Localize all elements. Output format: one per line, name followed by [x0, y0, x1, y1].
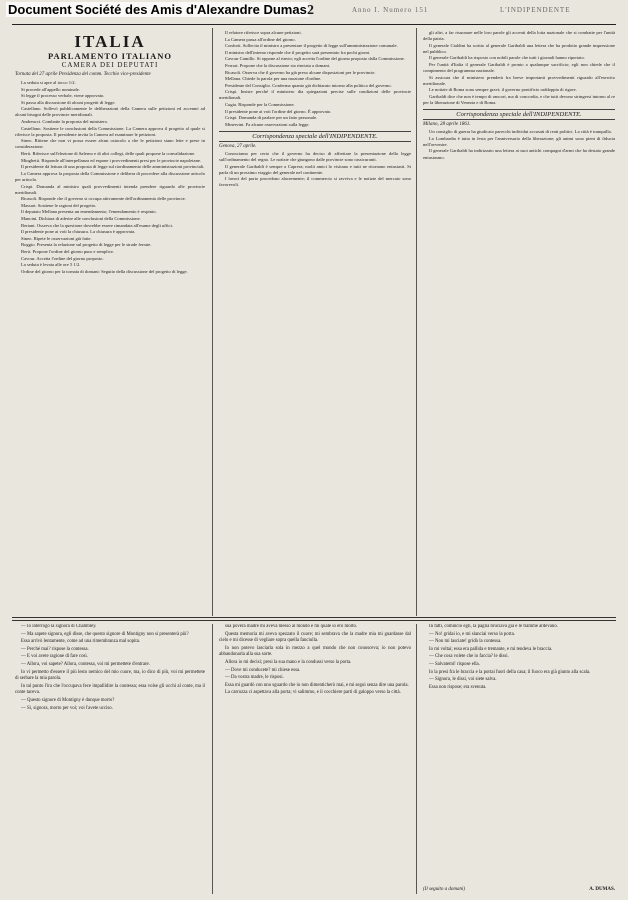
masthead-fragment: Anno I. Numero 151	[352, 6, 429, 14]
article-paragraph: La Camera approva la proposta della Commissione e delibera di procedere alla discussione articolo per articolo.	[15, 170, 205, 182]
article-paragraph: Garibaldi dice che non è tempo di rancori, ma di concordia, e che tutti devono stringersi intorno al re per la liberazione di Venezia e di Roma.	[423, 93, 615, 106]
feuilleton-divider	[416, 624, 417, 894]
section-subtitle: PARLAMENTO ITALIANO	[47, 51, 173, 61]
article-paragraph: Conforti. Sollecita il ministro a presentare il progetto di legge sull'amministrazione comunale.	[225, 43, 398, 49]
correspondence-paragraph: I lavori del porto procedono alacremente; il commercio si ravviva e le notizie del mercato sono favorevoli.	[219, 176, 411, 188]
feuilleton-paragraph: In tal punto l'ira che l'occupava fece impallidire la contessa; essa volse gli occhi al conte, ma il conte taceva.	[15, 683, 205, 696]
feuilleton-paragraph: — Non mi lasciate! gridò la contessa.	[429, 639, 502, 645]
feuilleton-paragraph: Essa arrivò lentamente, come ad una rimembranza mal sopita.	[21, 639, 141, 645]
feuilleton-paragraph: Essa mi guardò con uno sguardo che io non dimenticherò mai, e mi seguì senza dire una parola.	[225, 682, 409, 688]
feuilleton-divider	[212, 624, 213, 894]
article-paragraph: Ricasoli. Risponde che il governo si occupa attivamente dell'ordinamento delle provincie.	[21, 196, 186, 202]
article-paragraph: Si passa alla discussione di alcuni progetti di legge.	[21, 99, 116, 105]
masthead-fragment: L'INDIPENDENTE	[500, 6, 571, 14]
feuilleton-paragraph: In fatti, cominciò egli, la paglia bruciava già e le fiamme ardevano.	[429, 624, 558, 629]
correspondence-dateline: Milano, 28 aprile 1861.	[423, 122, 471, 128]
article-paragraph: Castellano. Sollevò pubblicamente le deliberazioni della Camera sulle petizioni ed accennò ad alcuni bisogni delle provincie meridionali.	[15, 106, 205, 118]
feuilleton-column-2	[219, 624, 411, 888]
article-paragraph: Andreucci. Combatte la proposta del ministero.	[21, 119, 109, 125]
article-paragraph: Massari. Sostiene le ragioni del progetto.	[21, 202, 97, 208]
article-paragraph: Bertani. Osserva che la questione dovrebbe essere rimandata all'esame degli uffici.	[21, 222, 174, 228]
article-paragraph: Crispi. Domanda di parlare per un fatto personale.	[225, 115, 318, 121]
column-1-text	[15, 80, 205, 275]
article-paragraph: Minghetti. Risponde all'interpellanza ed espone i provvedimenti presi per le provincie napoletane.	[21, 157, 202, 163]
column-divider	[212, 28, 213, 616]
feuilleton-column-3	[423, 624, 615, 882]
article-paragraph: Castellano. Sostiene le conclusioni della Commissione. La Camera approva il progetto al quale si riferisce la proposta. Il presidente invita la Camera ad esaminare le petizioni.	[15, 125, 205, 137]
feuilleton-paragraph: — Io interrogo la signora di Chambley.	[21, 624, 97, 629]
feuilleton-paragraph: — Questo signore di Montigny è dunque morto?	[21, 697, 115, 703]
feuilleton-paragraph: — Signora, le dissi, voi siete salva.	[429, 677, 497, 683]
article-paragraph: Ordine del giorno per la tornata di domani: Seguito della discussione del progetto di legge.	[21, 268, 188, 274]
column-3	[423, 30, 615, 614]
feuilleton-paragraph: — Ma sapete signora, egli disse, che questo signore di Montigny non si presenterà più?	[21, 631, 189, 637]
continued-note: (Il seguito a domani)	[423, 887, 466, 892]
article-paragraph: Cugia. Risponde per la Commissione.	[225, 102, 295, 108]
feuilleton-rule	[12, 620, 616, 621]
article-paragraph: Il deputato Mellana presenta un emendamento; l'emendamento è respinto.	[21, 209, 157, 215]
article-paragraph: Ferrari. Propone che la discussione sia rinviata a domani.	[225, 62, 331, 68]
feuilleton-paragraph: sua povera madre mi aveva messo al mondo e mi quale io ero morto.	[225, 624, 358, 629]
article-paragraph: Il presidente pone ai voti la chiusura. La chiusura è approvata.	[21, 229, 136, 235]
article-paragraph: Per l'unità d'Italia il generale Garibaldi è pronto a qualunque sacrificio; egli non chiede che il compimento del programma nazionale.	[423, 61, 615, 74]
article-paragraph: Berti. Propone l'ordine del giorno puro e semplice.	[21, 248, 115, 254]
feuilleton-paragraph: — Da vostra madre, le risposi.	[225, 675, 284, 681]
feuilleton-paragraph: — Sì, signora, morto per voi; voi l'avete ucciso.	[21, 705, 113, 711]
feuilleton-paragraph: Io non potevo lasciarla sola in mezzo a quel mondo che non conosceva; io non potevo abbandonarla alla sua sorte.	[219, 645, 411, 658]
correspondence-paragraph: La Lombardia è tutta in festa per l'anniversario della liberazione; gli animi sono pieni di fiducia nell'avvenire.	[423, 135, 615, 147]
article-paragraph: La Camera passa all'ordine del giorno.	[225, 36, 296, 42]
article-paragraph: La seduta è levata alle ore 5 1/2.	[21, 262, 81, 268]
article-paragraph: Si assicura che il ministero prenderà fra breve importanti provvedimenti riguardo all'esercito meridionale.	[423, 74, 615, 86]
article-paragraph: Ricasoli. Osserva che il governo ha già preso alcune disposizioni per le provincie.	[225, 69, 376, 75]
article-paragraph: Si legge il processo verbale, viene approvato.	[21, 93, 105, 99]
article-paragraph: Cavour Camillo. Si oppone al rinvio; egli accetta l'ordine del giorno proposto dalla Commissione.	[225, 56, 405, 62]
article-paragraph: Mancini. Dichiara di aderire alle conclusioni della Commissione.	[21, 215, 141, 221]
feuilleton-paragraph: Io mi voltai; essa era pallida e tremante, e mi tendeva le braccia.	[429, 646, 553, 652]
article-paragraph: Sineo. Ritiene che non vi possa essere alcun ostacolo a che le petizioni siano lette e prese in considerazione.	[15, 138, 205, 150]
correspondence-text	[423, 129, 615, 160]
correspondence-paragraph: Un consiglio di guerra ha giudicato parecchi individui accusati di reati politici. La città è tranquilla.	[429, 129, 612, 135]
article-paragraph: Boggio. Presenta la relazione sul progetto di legge per le strade ferrate.	[21, 242, 152, 248]
column-divider	[416, 28, 417, 616]
page-number: 2	[307, 3, 314, 18]
article-paragraph: Presidente del Consiglio. Conferma quanto già dichiarato intorno alla politica del governo.	[225, 82, 392, 88]
feuilleton-paragraph: — E voi avete ragione di fare così.	[21, 654, 88, 660]
chamber-title: CAMERA DEI DEPUTATI	[61, 61, 159, 69]
correspondence-paragraph: Il generale Garibaldi è sempre a Caprera; molti amici lo visitano e tutti ne ritornano entusiasti. Si parla di un prossimo viaggio del generale nel continente.	[219, 163, 411, 175]
correspondence-paragraph: Conosciamo per certo che il governo ha deciso di affrettare la presentazione della legge sull'ordinamento del regno. Le notizie che giungono dalle provincie sono rassicuranti.	[219, 150, 411, 162]
column-2	[219, 30, 411, 614]
session-heading: Tornata del 27 aprile Presidenza del comm. Tecchio vice-presidente	[15, 72, 151, 77]
article-paragraph: Crispi. Domanda al ministro quali provvedimenti intenda prendere riguardo alle provincie meridionali.	[15, 183, 205, 195]
feuilleton-paragraph: Questa memoria mi aveva spezzato il cuore; mi sembrava che la madre mia mi guardasse dal cielo e mi dicesse di vegliare sopra quella fanciulla.	[219, 631, 411, 644]
article-paragraph: Il presidente pone ai voti l'ordine del giorno. È approvato.	[225, 108, 332, 114]
feuilleton-paragraph: Io la presi fra le braccia e la portai fuori della casa; il fuoco era già giunto alla scala.	[429, 669, 591, 675]
column-1	[15, 30, 205, 614]
article-paragraph: Berti. Riferisce sull'elezione di Salerno e di altri collegi, delle quali propone la convalidazione.	[21, 151, 196, 157]
feuilleton-paragraph: — No! gridai io, e mi slanciai verso la porta.	[429, 631, 515, 637]
article-paragraph: Crispi. Insiste perché il ministero dia spiegazioni precise sulle condizioni delle provincie meridionali.	[219, 89, 411, 101]
article-paragraph: Cavour. Accetta l'ordine del giorno proposto.	[21, 255, 104, 261]
article-paragraph: Minervini. Fa alcune osservazioni sulla legge.	[225, 121, 310, 127]
article-paragraph: Il ministro dell'interno risponde che il progetto sarà presentato fra pochi giorni.	[225, 49, 371, 55]
article-paragraph: gli altri, a far risuonare nelle loro parole gli accenti della lotta nazionale che si combatte per l'unità della patria.	[423, 30, 615, 42]
feuilleton-signature	[423, 887, 615, 892]
column-2-text	[219, 30, 411, 128]
watermark-text: Document Société des Amis d'Alexandre Dumas	[8, 2, 307, 17]
article-paragraph: La seduta si apre al tocco 1/2.	[21, 80, 76, 85]
feuilleton-paragraph: — Che cosa volete che io faccia? le dissi.	[429, 654, 509, 660]
article-paragraph: Il generale Garibaldi ha risposto con nobili parole che tutti i giornali hanno riportato.	[429, 55, 585, 61]
feuilleton-paragraph: — Perché mai? rispose la contessa.	[21, 646, 89, 652]
article-paragraph: Sineo. Ripete le osservazioni già fatte.	[21, 235, 92, 241]
feuilleton-rule	[12, 617, 616, 618]
feuilleton-paragraph: Io vi permetto d'essere il più lesto nemico del mio cuore, ma, io dico di più, voi mi permettete di serbare la mia parola.	[15, 669, 205, 682]
feuilleton-paragraph: — Allora, voi sapete? Allora, contessa, voi mi permettete d'entrare.	[21, 661, 150, 667]
article-paragraph: Mellana. Chiede la parola per una mozione d'ordine.	[225, 76, 322, 82]
correspondence-heading: Corrispondenza speciale dell'INDIPENDENTE.	[423, 109, 615, 120]
author-name: A. DUMAS.	[589, 887, 615, 892]
article-paragraph: Si procede all'appello nominale.	[21, 86, 80, 92]
correspondence-heading: Corrispondenza speciale dell'INDIPENDENTE.	[219, 131, 411, 142]
article-paragraph: Il presidente dà lettura di una proposta di legge sul riordinamento delle amministrazioni provinciali.	[21, 164, 205, 170]
header-rule	[12, 24, 616, 25]
correspondence-text	[219, 151, 411, 189]
section-title: ITALIA	[74, 32, 146, 51]
article-paragraph: Le notizie di Roma sono sempre gravi; il governo pontificio raddoppia di rigore.	[429, 87, 577, 93]
correspondence-dateline: Genova, 27 aprile.	[219, 143, 257, 149]
feuilleton-paragraph: La carrozza ci aspettava alla porta; vi salimmo, e il cocchiere partì di galoppo verso la città.	[225, 690, 401, 696]
feuilleton-paragraph: — Salvatemi! rispose ella.	[429, 661, 480, 667]
feuilleton-paragraph: Essa non rispose; era svenuta.	[429, 684, 487, 690]
correspondence-paragraph: Il generale Garibaldi ha indirizzato una lettera ai suoi antichi compagni d'armi che ha destato grande entusiasmo.	[423, 148, 615, 160]
feuilleton-column-1	[15, 624, 205, 888]
feuilleton-paragraph: Allora io mi decisi; presi la sua mano e la condussi verso la porta.	[225, 659, 352, 665]
column-3-text	[423, 30, 615, 106]
article-paragraph: Il relatore riferisce sopra alcune petizioni.	[225, 30, 302, 35]
top-bar	[0, 0, 628, 24]
article-paragraph: Il generale Cialdini ha scritto al generale Garibaldi una lettera che ha prodotto grande impressione nel pubblico.	[423, 42, 615, 54]
feuilleton-paragraph: — Dove mi conducete? mi chiese essa.	[225, 667, 301, 673]
